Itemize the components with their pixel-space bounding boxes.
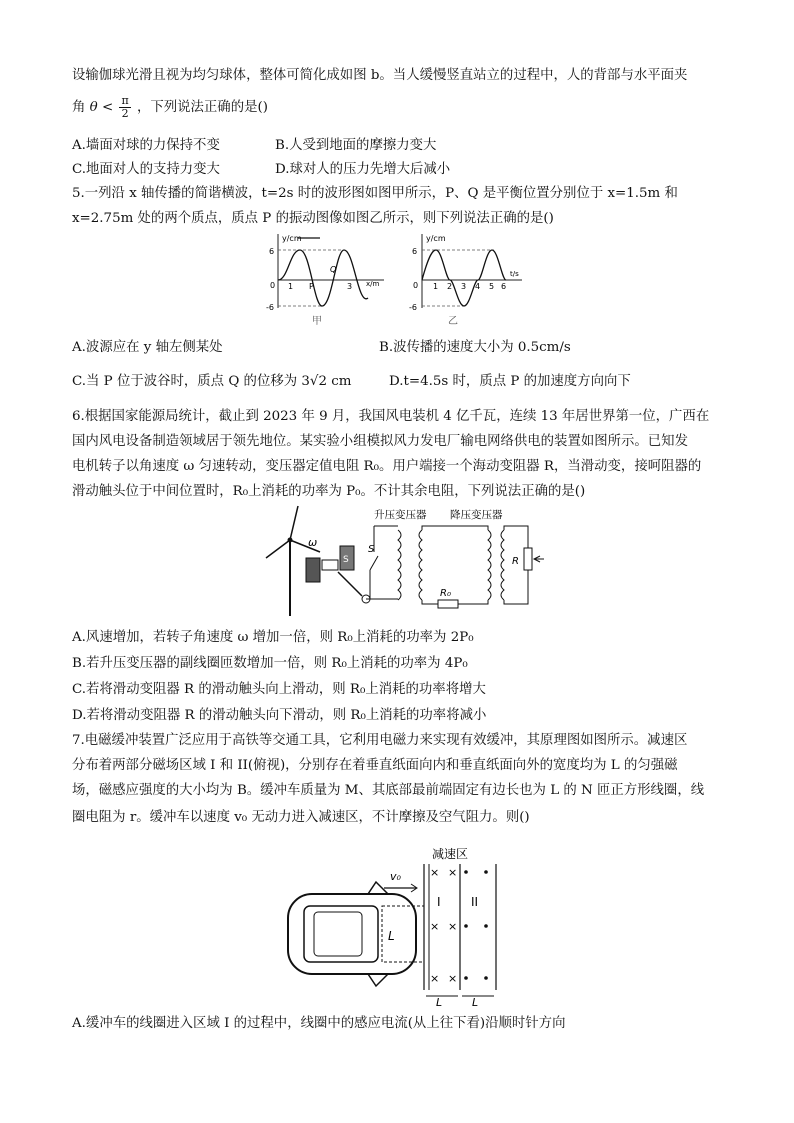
step-down-secondary xyxy=(501,530,504,600)
svg-text:×: × xyxy=(430,972,440,985)
width2-label: L xyxy=(472,996,479,1006)
yi-tick: 2 xyxy=(447,282,453,291)
step-up-label: 升压变压器 xyxy=(374,509,427,521)
q6-line3: 电机转子以角速度 ω 匀速转动，变压器定值电阻 R₀。用户端接一个海动变阻器 R，当滑动变，接呵阻器的 xyxy=(72,459,702,474)
rotor-coil xyxy=(322,560,338,570)
yi-tick: 6 xyxy=(501,282,507,291)
gen-wires xyxy=(366,526,398,599)
q4-option-a: A.墙面对球的力保持不变 xyxy=(72,138,220,153)
q6-circuit-figure xyxy=(262,500,552,618)
q4-angle-suffix: ，下列说法正确的是() xyxy=(136,100,268,115)
q4-angle-prefix: 角 xyxy=(72,100,86,115)
jia-origin: 0 xyxy=(270,281,276,290)
q5-figure-jia xyxy=(262,228,390,328)
jia-point-q: Q xyxy=(330,265,337,274)
yi-tick: 3 xyxy=(461,282,467,291)
rotor-shaft xyxy=(338,572,362,596)
q4-option-b: B.人受到地面的摩擦力变大 xyxy=(275,138,437,153)
jia-xlabel: x/m xyxy=(366,280,380,288)
q4-line1: 设输伽球光滑且视为均匀球体，整体可简化成如图 b。当人缓慢竖直站立的过程中，人的背部与水平面夹 xyxy=(72,68,688,83)
car-roof xyxy=(304,906,378,962)
q4-option-c: C.地面对人的支持力变大 xyxy=(72,162,220,177)
yi-y-pos: 6 xyxy=(412,247,418,256)
switch-blade xyxy=(370,556,378,570)
svg-text:×: × xyxy=(448,866,458,879)
svg-text:×: × xyxy=(448,972,458,985)
r0-label: R₀ xyxy=(440,588,451,599)
step-down-primary xyxy=(488,530,491,600)
yi-y-neg: -6 xyxy=(409,303,417,312)
q6-line2: 国内风电设备制造领域居于领先地位。某实验小组模拟风力发电厂输电网络供电的装置如图所示。已知发 xyxy=(72,434,688,449)
switch-label: S xyxy=(368,544,375,555)
jia-ylabel: y/cm xyxy=(282,234,302,243)
region1-field-crosses xyxy=(430,866,457,985)
yi-xlabel: t/s xyxy=(510,270,519,278)
q5-option-c xyxy=(72,370,351,389)
rheostat-slider xyxy=(534,556,544,562)
q6-line1: 6.根据国家能源局统计，截止到 2023 年 9 月，我国风电装机 4 亿千瓦，连续 13 年居世界第一位，广西在 xyxy=(72,409,710,424)
q7-line4: 圈电阻为 r。缓冲车以速度 v₀ 无动力进入减速区，不计摩擦及空气阻力。则() xyxy=(72,810,530,825)
q6-option-d: D.若将滑动变阻器 R 的滑动触头向下滑动，则 R₀上消耗的功率将减小 xyxy=(72,708,487,723)
yi-label: 乙 xyxy=(448,316,458,327)
q4-angle-line xyxy=(72,95,268,120)
jia-tick-1: 1 xyxy=(288,282,294,291)
q7-line2: 分布着两部分磁场区域 I 和 II(俯视)，分别存在着垂直纸面向内和垂直纸面向外的宽度均为 L 的匀强磁 xyxy=(72,758,678,773)
jia-point-p: P xyxy=(309,282,314,291)
q7-option-a: A.缓冲车的线圈进入区域 I 的过程中，线圈中的感应电流(从上往下看)沿顺时针方向 xyxy=(72,1016,566,1031)
region2-field-dots xyxy=(464,870,488,980)
jia-wave-curve xyxy=(278,250,368,306)
q6-option-b: B.若升压变压器的副线圈匝数增加一倍，则 R₀上消耗的功率为 4P₀ xyxy=(72,656,468,671)
svg-text:×: × xyxy=(448,920,458,933)
region1-label: I xyxy=(437,895,441,909)
q7-buffer-figure xyxy=(280,840,520,1006)
jia-y-pos: 6 xyxy=(269,247,275,256)
q7-line3: 场，磁感应强度的大小均为 B。缓冲车质量为 M、其底部最前端固定有边长也为 L 的 N 匝正方形线圈，线 xyxy=(72,783,705,798)
q5-option-b: B.波传播的速度大小为 0.5cm/s xyxy=(379,340,571,355)
rheostat-r xyxy=(524,548,532,570)
omega-label: ω xyxy=(308,536,318,549)
q5-line1: 5.一列沿 x 轴传播的简谐横波，t=2s 时的波形图如图甲所示，P、Q 是平衡位置分别位于 x=1.5m 和 xyxy=(72,186,678,201)
transmission-lines xyxy=(422,526,488,604)
q4-two: 2 xyxy=(121,107,129,120)
yi-origin: 0 xyxy=(413,281,419,290)
q7-line1: 7.电磁缓冲装置广泛应用于高铁等交通工具，它利用电磁力来实现有效缓冲，其原理图如图所示。减速区 xyxy=(72,733,688,748)
car-windshield xyxy=(314,912,362,956)
jia-tick-3: 3 xyxy=(347,282,353,291)
jia-label: 甲 xyxy=(312,316,322,327)
q4-theta: θ < xyxy=(89,100,114,115)
q6-line4: 滑动触头位于中间位置时，R₀上消耗的功率为 P₀。不计其余电阻，下列说法正确的是() xyxy=(72,484,586,499)
resistor-r0 xyxy=(438,600,458,608)
q4-pi: π xyxy=(121,94,129,107)
q6-option-c: C.若将滑动变阻器 R 的滑动触头向上滑动，则 R₀上消耗的功率将增大 xyxy=(72,682,486,697)
q5-option-d: D.t=4.5s 时，质点 P 的加速度方向向下 xyxy=(389,374,631,389)
yi-ylabel: y/cm xyxy=(426,234,446,243)
step-up-primary xyxy=(398,530,401,600)
yi-tick: 4 xyxy=(475,282,481,291)
magnet-n xyxy=(306,558,320,582)
q6-option-a: A.风速增加，若转子角速度 ω 增加一倍，则 R₀上消耗的功率为 2P₀ xyxy=(72,630,474,645)
q5-option-c-text: C.当 P 位于波谷时，质点 Q 的位移为 xyxy=(72,374,298,389)
q5-option-a: A.波源应在 y 轴左侧某处 xyxy=(72,340,223,355)
q5-option-c-value: 3√2 cm xyxy=(301,374,352,389)
zone-title: 减速区 xyxy=(432,847,469,861)
q4-option-d: D.球对人的压力先增大后减小 xyxy=(275,162,451,177)
region2-label: II xyxy=(471,895,479,909)
magnet-s-label: S xyxy=(343,555,349,565)
r-label: R xyxy=(512,556,519,567)
width1-label: L xyxy=(436,996,443,1006)
svg-text:×: × xyxy=(430,920,440,933)
yi-tick: 1 xyxy=(433,282,439,291)
q5-figure-yi xyxy=(404,228,528,328)
q4-pi-over-2 xyxy=(119,95,130,120)
svg-text:×: × xyxy=(430,866,440,879)
v0-label: v₀ xyxy=(390,870,401,883)
jia-y-neg: -6 xyxy=(266,303,274,312)
step-down-label: 降压变压器 xyxy=(450,509,503,521)
yi-vibration-curve xyxy=(422,250,506,306)
q5-line2: x=2.75m 处的两个质点，质点 P 的振动图像如图乙所示，则下列说法正确的是() xyxy=(72,211,554,226)
yi-tick: 5 xyxy=(489,282,495,291)
coil-label: L xyxy=(388,929,395,943)
step-up-secondary xyxy=(419,530,422,600)
